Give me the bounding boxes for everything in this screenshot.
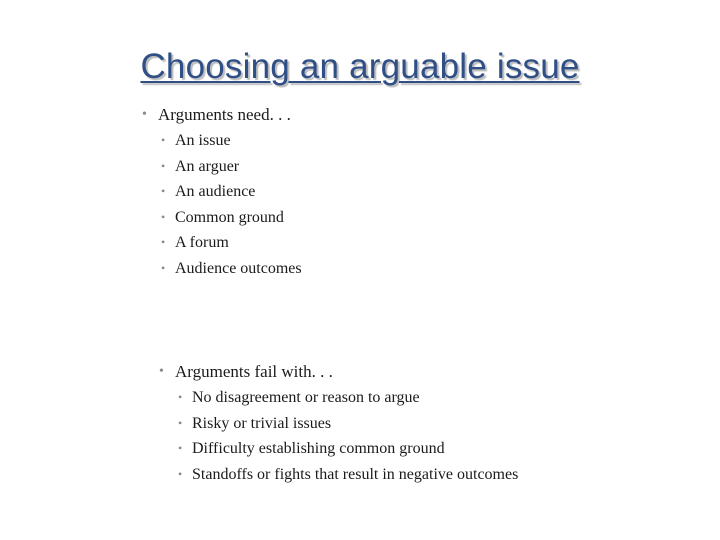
list-item — [161, 230, 302, 256]
list-item-text: An audience — [175, 183, 256, 200]
bullet-list-needs — [161, 128, 302, 281]
list-item-text: Standoffs or fights that result in negative outcomes — [192, 465, 519, 483]
list-item-text: Difficulty establishing common ground — [192, 440, 445, 457]
list-item — [161, 256, 302, 282]
list-item-text: Risky or trivial issues — [192, 414, 332, 432]
list-item — [161, 179, 302, 205]
list-item-text: Common ground — [175, 208, 284, 226]
bullet-icon: • — [159, 364, 164, 379]
bullet-list-main — [142, 103, 291, 127]
bullet-icon: • — [142, 107, 147, 122]
list-item-text: A forum — [175, 234, 229, 251]
bullet-list-fail — [159, 360, 333, 384]
bullet-text: Arguments fail with. . . — [175, 362, 333, 381]
bullet-text: Arguments need. . . — [158, 105, 291, 124]
bullet-icon: • — [161, 235, 166, 249]
list-item-text: An issue — [175, 132, 231, 149]
list-item-text: No disagreement or reason to argue — [192, 389, 420, 406]
bullet-icon: • — [161, 184, 166, 198]
list-item — [178, 411, 518, 437]
bullet-icon: • — [178, 441, 183, 455]
list-item — [178, 385, 518, 411]
bullet-icon: • — [178, 466, 183, 481]
bullet-heading-arguments-need — [142, 103, 291, 127]
list-item — [161, 128, 302, 154]
bullet-icon: • — [178, 415, 183, 430]
list-item — [178, 436, 518, 462]
list-item — [178, 462, 519, 488]
list-item — [161, 205, 302, 231]
bullet-icon: • — [178, 390, 183, 404]
slide-title: Choosing an arguable issue — [140, 47, 580, 86]
bullet-icon: • — [161, 260, 166, 275]
bullet-icon: • — [161, 158, 166, 173]
list-item-text: An arguer — [175, 157, 240, 175]
list-item-text: Audience outcomes — [175, 259, 302, 277]
bullet-icon: • — [161, 209, 166, 224]
list-item — [161, 154, 302, 180]
bullet-icon: • — [161, 133, 166, 147]
bullet-list-failures — [178, 385, 519, 487]
bullet-heading-arguments-fail — [159, 360, 333, 384]
